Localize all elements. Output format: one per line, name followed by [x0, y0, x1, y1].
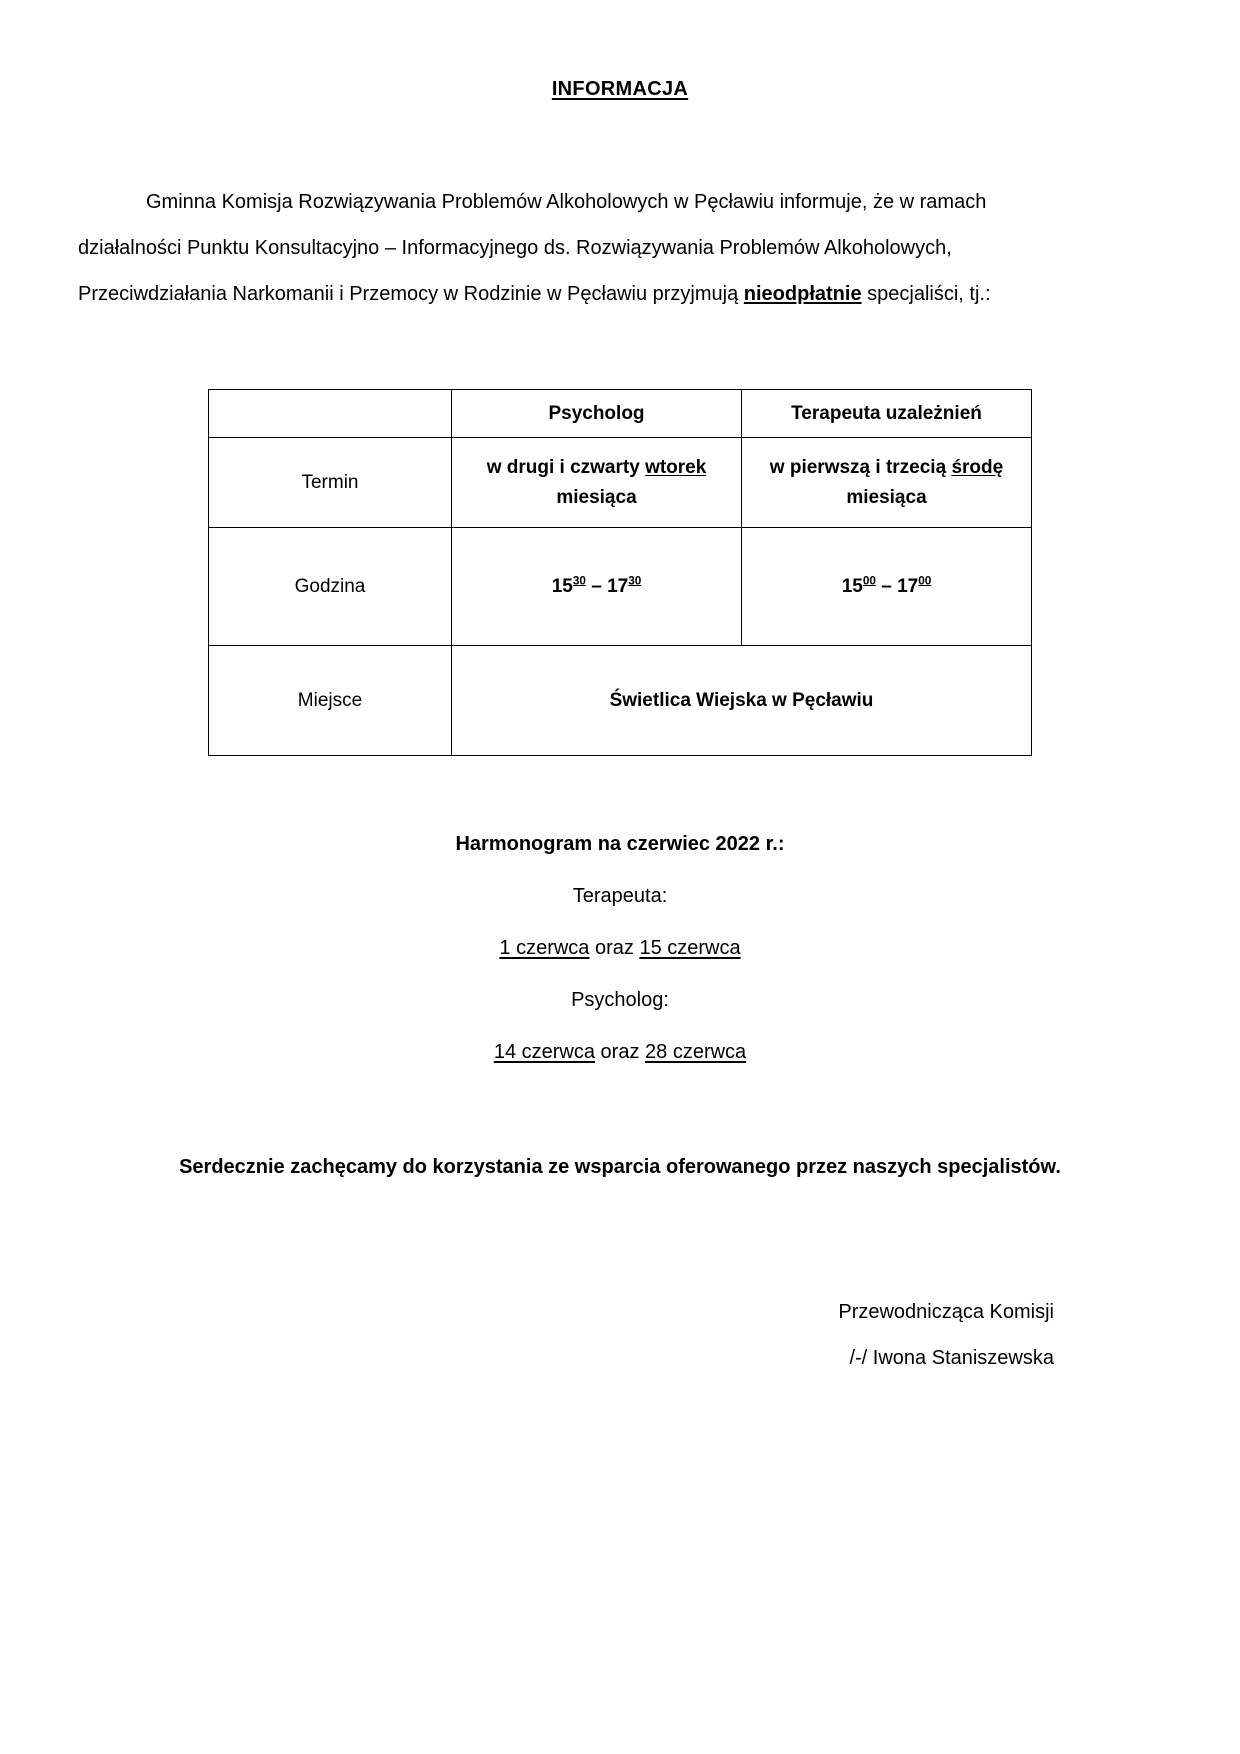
schedule-table [208, 389, 1032, 756]
schedule-table-wrapper [78, 389, 1162, 756]
psycholog-conjunction: oraz [594, 1041, 646, 1063]
godzina-terapeuta-to-min: 00 [918, 574, 932, 588]
intro-line-3-before: Przeciwdziałania Narkomanii i Przemocy w Rodzinie w Pęcławiu przyjmują [78, 283, 744, 305]
encouragement-text: Serdecznie zachęcamy do korzystania ze wsparcia oferowanego przez naszych specjalistów. [179, 1156, 1061, 1178]
intro-emphasis-nieodplatnie: nieodpłatnie [743, 283, 862, 305]
godzina-psycholog-from-hour: 15 [551, 575, 573, 597]
godzina-terapeuta-from-min: 00 [862, 574, 876, 588]
harmonogram-terapeuta-dates [78, 922, 1162, 974]
terapeuta-conjunction: oraz [589, 937, 640, 959]
table-row-header [209, 390, 1032, 438]
psycholog-date-2: 28 czerwca [645, 1041, 747, 1063]
table-cell-miejsce-value: Świetlica Wiejska w Pęcławiu [452, 646, 1032, 756]
intro-line-2-text: działalności Punktu Konsultacyjno – Informacyjnego ds. Rozwiązywania Problemów Alkoholowych, [78, 237, 952, 259]
intro-line-1-text: Gminna Komisja Rozwiązywania Problemów Alkoholowych w Pęcławiu informuje, że w ramach [146, 191, 987, 213]
intro-line-3 [78, 271, 1162, 317]
intro-line-2 [78, 225, 1162, 271]
harmonogram-psycholog-dates [78, 1026, 1162, 1078]
signature-name: /-/ Iwona Staniszewska [849, 1347, 1054, 1369]
table-cell-termin-psycholog [452, 438, 742, 528]
table-cell-godzina-terapeuta [742, 528, 1032, 646]
termin-psycholog-line2: miesiąca [556, 486, 637, 508]
table-label-termin: Termin [209, 438, 452, 528]
table-row-termin [209, 438, 1032, 528]
table-label-godzina: Godzina [209, 528, 452, 646]
psycholog-date-1: 14 czerwca [493, 1041, 595, 1063]
godzina-psycholog-to-hour: 17 [607, 575, 629, 597]
intro-line-1 [78, 179, 1162, 225]
table-cell-termin-terapeuta [742, 438, 1032, 528]
table-header-terapeuta: Terapeuta uzależnień [742, 390, 1032, 438]
termin-psycholog-emphasis: wtorek [645, 456, 707, 478]
signature-role: Przewodnicząca Komisji [838, 1301, 1054, 1323]
godzina-psycholog-to-min: 30 [628, 574, 642, 588]
table-row-miejsce [209, 646, 1032, 756]
table-cell-godzina-psycholog [452, 528, 742, 646]
intro-line-3-after: specjaliści, tj.: [861, 283, 991, 305]
signature-block [78, 1289, 1162, 1381]
termin-terapeuta-line2: miesiąca [846, 486, 927, 508]
table-corner-cell [209, 390, 452, 438]
godzina-psycholog-from-min: 30 [572, 574, 586, 588]
table-label-miejsce: Miejsce [209, 646, 452, 756]
intro-paragraph [78, 179, 1162, 317]
table-row-godzina [209, 528, 1032, 646]
harmonogram-terapeuta-label: Terapeuta: [572, 885, 668, 907]
termin-terapeuta-prefix: w pierwszą i trzecią [769, 456, 952, 478]
harmonogram-section [78, 818, 1162, 1078]
harmonogram-psycholog-label: Psycholog: [571, 989, 669, 1011]
termin-terapeuta-emphasis: środę [951, 456, 1004, 478]
godzina-psycholog-dash: – [585, 575, 608, 597]
harmonogram-title: Harmonogram na czerwiec 2022 r.: [455, 833, 785, 855]
termin-psycholog-prefix: w drugi i czwarty [486, 456, 646, 478]
godzina-terapeuta-to-hour: 17 [897, 575, 919, 597]
table-header-psycholog: Psycholog [452, 390, 742, 438]
terapeuta-date-1: 1 czerwca [499, 937, 590, 959]
godzina-terapeuta-dash: – [875, 575, 898, 597]
godzina-terapeuta-from-hour: 15 [841, 575, 863, 597]
terapeuta-date-2: 15 czerwca [639, 937, 741, 959]
page-title: INFORMACJA [551, 78, 689, 100]
